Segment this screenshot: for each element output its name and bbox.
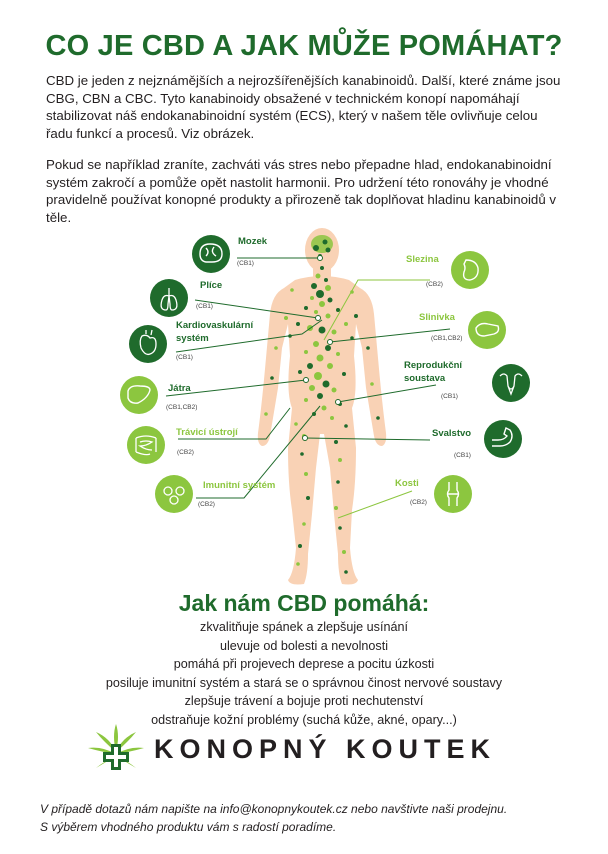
benefit-item: zlepšuje trávení a bojuje proti nechutenství — [184, 694, 424, 709]
organ-label-reprodukce-line1: Reprodukční — [404, 360, 463, 371]
receptor-dot — [309, 385, 315, 391]
receptor-dot — [319, 301, 325, 307]
receptor-dot — [306, 496, 310, 500]
receptor-dot — [323, 381, 330, 388]
benefit-item: pomáhá při projevech deprese a pocitu úzkosti — [173, 657, 435, 672]
brain-icon — [192, 235, 230, 273]
receptor-dot — [274, 346, 278, 350]
receptor-dot — [304, 472, 308, 476]
receptor-dot — [264, 412, 268, 416]
receptor-dot — [322, 406, 327, 411]
human-body-silhouette — [258, 228, 386, 585]
receptor-dot — [342, 372, 346, 376]
receptor-dot — [334, 440, 338, 444]
receptor-dot — [338, 526, 342, 530]
receptor-dot — [370, 382, 374, 386]
receptor-dot — [304, 306, 308, 310]
intestines-icon — [127, 426, 165, 464]
footer-line-1: V případě dotazů nám napište na info@konopnykoutek.cz nebo navštivte naši prodejnu. — [40, 802, 508, 816]
immune-cells-icon — [155, 475, 193, 513]
receptor-dot — [311, 283, 317, 289]
ecs-body-diagram — [0, 228, 608, 590]
receptor-slinivka: (CB1,CB2) — [431, 335, 463, 342]
footer-contact — [40, 800, 580, 836]
receptor-dot — [338, 458, 342, 462]
receptor-dot — [330, 416, 334, 420]
receptor-dot — [304, 350, 308, 354]
receptor-reprodukce: (CB1) — [441, 393, 458, 400]
receptor-dot — [332, 330, 337, 335]
receptor-dot — [326, 314, 331, 319]
receptor-dot — [328, 298, 333, 303]
receptor-dot — [298, 544, 302, 548]
receptor-dot — [332, 388, 337, 393]
receptor-traveni: (CB2) — [177, 449, 194, 456]
receptor-dot — [336, 352, 340, 356]
organ-label-plice: Plíce — [200, 280, 223, 291]
receptor-dot — [307, 363, 313, 369]
benefits-heading: Jak nám CBD pomáhá: — [178, 590, 430, 616]
receptor-kosti: (CB2) — [410, 499, 427, 506]
receptor-svalstvo: (CB1) — [454, 452, 471, 459]
receptor-dot — [327, 363, 333, 369]
receptor-dot — [300, 452, 304, 456]
receptor-mozek: (CB1) — [237, 260, 254, 267]
receptor-dot — [296, 562, 300, 566]
organ-label-reprodukce-line2: soustava — [404, 373, 446, 384]
receptor-dot — [317, 355, 324, 362]
receptor-dot — [317, 393, 323, 399]
organ-label-imunita: Imunitní systém — [203, 480, 276, 491]
organ-label-traveni: Trávicí ústrojí — [176, 427, 238, 438]
receptor-slezina: (CB2) — [426, 281, 443, 288]
receptor-dot — [336, 308, 340, 312]
receptor-dot — [313, 341, 319, 347]
receptor-dot — [316, 274, 321, 279]
receptor-dot — [366, 346, 370, 350]
receptor-dot — [342, 550, 346, 554]
receptor-dot — [298, 370, 302, 374]
receptor-dot — [344, 424, 348, 428]
receptor-dot — [290, 288, 294, 292]
bone-joint-icon — [434, 475, 472, 513]
footer-line-2: S výběrem vhodného produktu vám s radostí poradíme. — [40, 820, 337, 834]
receptor-dot — [354, 314, 358, 318]
cannabis-leaf-cross-icon — [84, 722, 148, 782]
receptor-dot — [319, 327, 326, 334]
organ-label-kosti: Kosti — [395, 478, 419, 489]
muscle-arm-icon — [484, 420, 522, 458]
intro-paragraph: CBD je jeden z nejznámějších a nejrozšířenějších kanabinoidů. Další, které známe jsou CBG, CBN a CBC. Tyto kanabinoidy obsažené v technickém konopí napomáhají stabilizovat náš endokanabinoidní systém (ECS), který v našem těle ovlivňuje celou řadu funkcí a procesů. Viz obrázek. — [46, 73, 561, 141]
uterus-icon — [492, 364, 530, 402]
organ-label-svalstvo: Svalstvo — [432, 428, 472, 439]
receptor-dot — [304, 398, 308, 402]
brand-logo — [84, 722, 544, 782]
receptor-dot — [324, 278, 328, 282]
receptor-dot — [294, 422, 298, 426]
benefit-item: ulevuje od bolesti a nevolnosti — [219, 638, 389, 653]
spleen-icon — [451, 251, 489, 289]
benefit-item: zkvalitňuje spánek a zlepšuje usínání — [200, 620, 408, 634]
receptor-dot — [344, 322, 348, 326]
receptor-dot — [325, 345, 331, 351]
liver-icon — [120, 376, 158, 414]
receptor-plice: (CB1) — [196, 303, 213, 310]
receptor-dot — [344, 570, 348, 574]
receptor-dot — [334, 506, 338, 510]
receptor-dot — [284, 316, 288, 320]
organ-label-jatra: Játra — [168, 383, 191, 394]
receptor-imunita: (CB2) — [198, 501, 215, 508]
organ-label-kardio-line1: Kardiovaskulární — [176, 320, 254, 331]
intro-paragraph-2: Pokud se například zraníte, zachváti vás stres nebo přepadne hlad, endokanabinoidní systém zakročí a pomůže opět nastolit harmonii. Pro udržení této ronováhy je vhodné pravidelně používat konopné produkty a přirozeně tak doplňovat hladinu kanabinoidů v těle. — [46, 157, 557, 225]
benefits-list — [0, 618, 608, 730]
page-title: CO JE CBD A JAK MŮŽE POMÁHAT? — [45, 30, 563, 62]
receptor-dot — [296, 322, 300, 326]
pancreas-icon — [468, 311, 506, 349]
receptor-dot — [302, 522, 306, 526]
receptor-dot — [270, 376, 274, 380]
receptor-dot — [325, 285, 331, 291]
organ-label-kardio-line2: systém — [176, 333, 209, 344]
benefit-item: odstraňuje kožní problémy (suchá kůže, akné, opary...) — [151, 712, 457, 727]
heart-icon — [129, 325, 167, 363]
brand-name: KONOPNÝ KOUTEK — [154, 734, 497, 764]
receptor-dot — [336, 480, 340, 484]
lungs-icon — [150, 279, 188, 317]
receptor-jatra: (CB1,CB2) — [166, 404, 198, 411]
receptor-dot — [314, 372, 322, 380]
benefit-item: posiluje imunitní systém a stará se o správnou činost nervové soustavy — [105, 675, 503, 690]
receptor-dot — [316, 290, 324, 298]
receptor-dot — [314, 310, 318, 314]
receptor-dot — [376, 416, 380, 420]
receptor-kardio: (CB1) — [176, 354, 193, 361]
receptor-dot — [320, 266, 324, 270]
organ-label-mozek: Mozek — [238, 236, 268, 247]
receptor-dot — [310, 296, 314, 300]
organ-label-slinivka: Slinivka — [419, 312, 455, 323]
organ-label-slezina: Slezina — [406, 254, 439, 265]
